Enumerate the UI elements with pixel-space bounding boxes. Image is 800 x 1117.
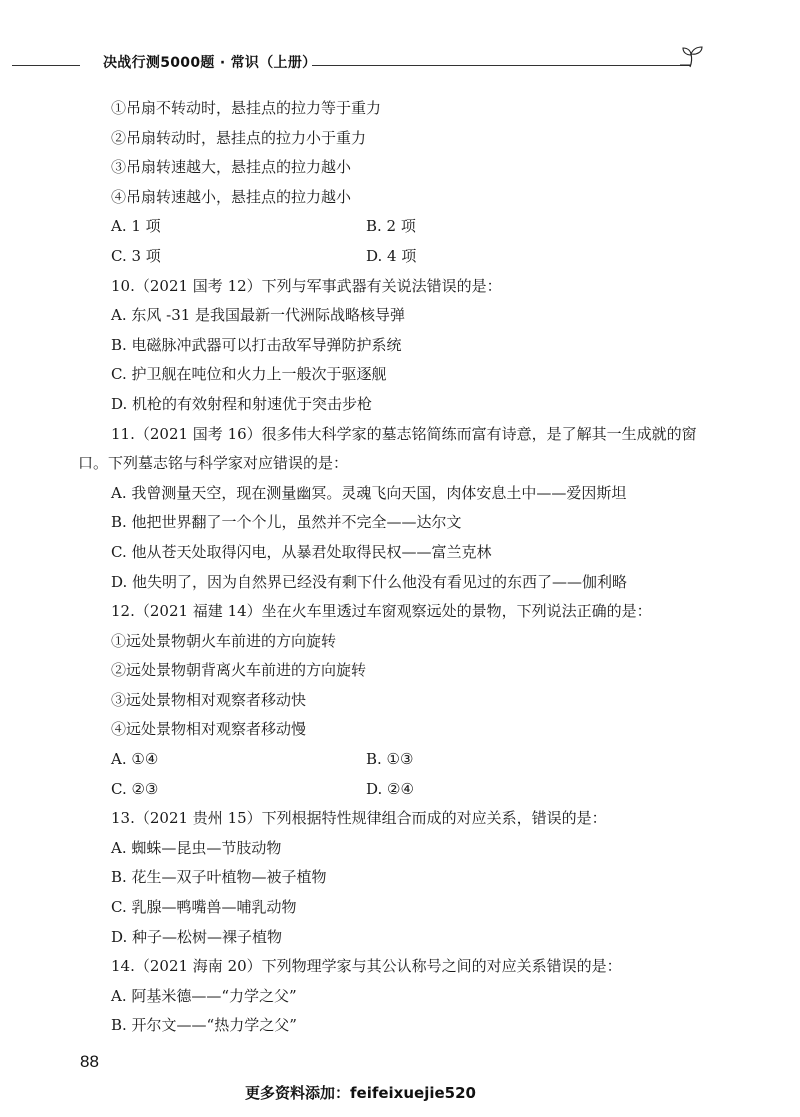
q11-option-b: B. 他把世界翻了一个个儿，虽然并不完全——达尔文 xyxy=(111,513,462,532)
statement-2: ②吊扇转动时，悬挂点的拉力小于重力 xyxy=(111,128,367,147)
q12-item-2: ②远处景物朝背离火车前进的方向旋转 xyxy=(111,661,367,680)
q11-stem: 11.（2021 国考 16）很多伟大科学家的墓志铭简练而富有诗意，是了解其一生成就的窗口。下列墓志铭与科学家对应错误的是： xyxy=(78,424,697,473)
statement-1: ①吊扇不转动时，悬挂点的拉力等于重力 xyxy=(111,99,382,117)
q13-option-b: B. 花生—双子叶植物—被子植物 xyxy=(111,868,327,887)
q10-option-a: A. 东风 -31 是我国最新一代洲际战略核导弹 xyxy=(111,306,406,325)
q14-option-b: B. 开尔文——“热力学之父” xyxy=(111,1016,297,1035)
q14-stem: 14.（2021 海南 20）下列物理学家与其公认称号之间的对应关系错误的是： xyxy=(111,957,622,976)
q12-option-d: D. ②④ xyxy=(366,779,414,798)
sprout-icon xyxy=(680,44,708,68)
running-header xyxy=(0,44,800,76)
q13-stem: 13.（2021 贵州 15）下列根据特性规律组合而成的对应关系，错误的是： xyxy=(111,809,607,828)
q9-options-row-2 xyxy=(111,242,721,272)
q9-option-b: B. 2 项 xyxy=(366,217,416,236)
q12-option-b: B. ①③ xyxy=(366,750,414,769)
q12-option-a: A. ①④ xyxy=(111,750,159,769)
q10-stem: 10.（2021 国考 12）下列与军事武器有关说法错误的是： xyxy=(111,276,502,295)
q12-item-3: ③远处景物相对观察者移动快 xyxy=(111,690,307,709)
q10-option-c: C. 护卫舰在吨位和火力上一般次于驱逐舰 xyxy=(111,365,387,384)
q10-option-d: D. 机枪的有效射程和射速优于突击步枪 xyxy=(111,394,373,413)
q12-item-4: ④远处景物相对观察者移动慢 xyxy=(111,720,307,739)
q13-option-d: D. 种子—松树—裸子植物 xyxy=(111,927,283,946)
q12-item-1: ①远处景物朝火车前进的方向旋转 xyxy=(111,631,337,650)
q13-option-a: A. 蜘蛛—昆虫—节肢动物 xyxy=(111,838,282,857)
q13-option-c: C. 乳腺—鸭嘴兽—哺乳动物 xyxy=(111,898,297,917)
q10-option-b: B. 电磁脉冲武器可以打击敌军导弹防护系统 xyxy=(111,335,402,354)
q12-options-row-2 xyxy=(111,775,721,805)
q9-option-a: A. 1 项 xyxy=(111,217,161,236)
statement-3: ③吊扇转速越大，悬挂点的拉力越小 xyxy=(111,158,352,177)
q9-options-row-1 xyxy=(111,212,721,242)
header-title: 决战行测5000题 · 常识（上册） xyxy=(103,55,317,71)
header-rule-left xyxy=(12,65,80,66)
q14-option-a: A. 阿基米德——“力学之父” xyxy=(111,986,297,1005)
footer-note: 更多资料添加：feifeixuejie520 xyxy=(245,1084,476,1102)
q9-option-c: C. 3 项 xyxy=(111,246,161,265)
q12-stem: 12.（2021 福建 14）坐在火车里透过车窗观察远处的景物，下列说法正确的是： xyxy=(111,602,652,621)
q12-option-c: C. ②③ xyxy=(111,779,159,798)
statement-4: ④吊扇转速越小，悬挂点的拉力越小 xyxy=(111,187,352,206)
page-body xyxy=(78,94,721,1041)
q11-option-d: D. 他失明了，因为自然界已经没有剩下什么他没有看见过的东西了——伽利略 xyxy=(111,572,628,591)
header-rule-right xyxy=(312,65,690,66)
q9-option-d: D. 4 项 xyxy=(366,246,417,265)
q12-options-row-1 xyxy=(111,745,721,775)
q11-option-c: C. 他从苍天处取得闪电，从暴君处取得民权——富兰克林 xyxy=(111,542,492,561)
q11-option-a: A. 我曾测量天空，现在测量幽冥。灵魂飞向天国，肉体安息土中——爱因斯坦 xyxy=(111,483,627,502)
page-number: 88 xyxy=(80,1052,99,1071)
